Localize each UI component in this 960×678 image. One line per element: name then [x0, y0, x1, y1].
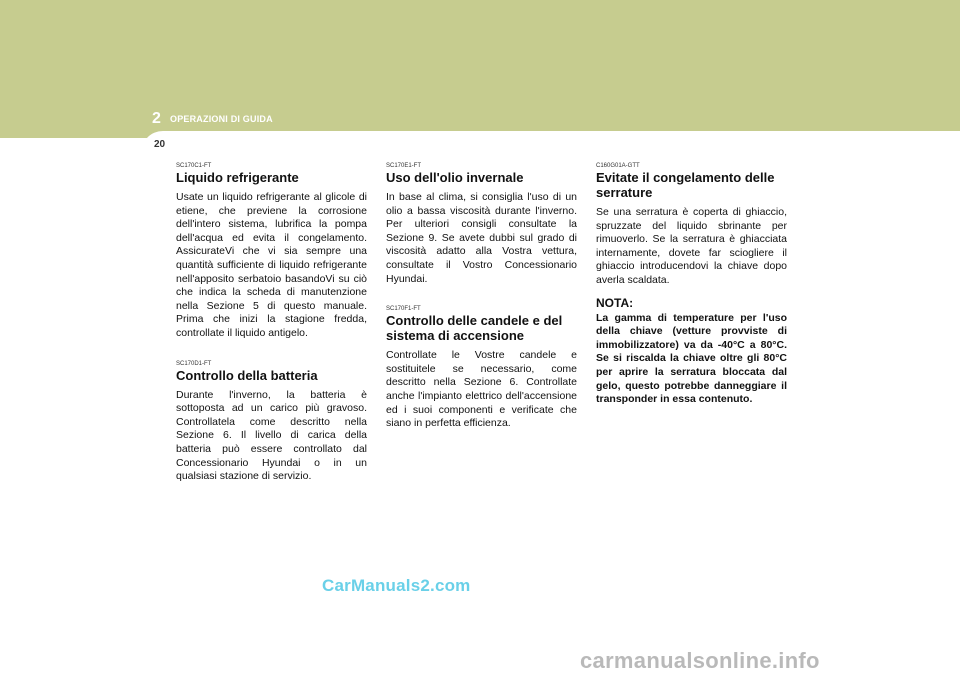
column-left [176, 163, 367, 504]
section-spark-plugs [386, 306, 577, 431]
section-text: Usate un liquido refrigerante al glicole di etiene, che previene la corrosione dell'intero sistema, lubrifica la pompa dell'acqua ed evita il congelamento. AssicurateVi che vi sia sempre una quantità sufficiente di liquido refrigerante nell'apposito serbatoio basandoVi su ciò che indica la scheda di manutenzione nella Sezione 5 di questo manuale. Prima che inizi la stagione fredda, controllate il liquido antigelo. [176, 191, 367, 339]
carmanuals-watermark-link[interactable]: CarManuals2.com [322, 576, 471, 595]
section-code: C160G01A-GTT [596, 163, 640, 169]
chapter-title: OPERAZIONI DI GUIDA [170, 114, 273, 124]
note-block [596, 296, 787, 407]
section-code: SC170C1-FT [176, 163, 212, 169]
column-right [596, 163, 787, 407]
header-band [0, 0, 960, 138]
note-text: La gamma di temperature per l'uso della chiave (vetture provviste di immobilizzatore) va da -40°C a 80°C. Se si riscalda la chiave oltre gli 80°C per aprire la serratura bloccata dal gelo, questo potrebbe danneggiare il transponder in essa contenuto. [596, 311, 787, 406]
section-text: In base al clima, si consiglia l'uso di un olio a bassa viscosità durante l'inverno. Per ulteriori consigli consultate la Sezione 9. Se avete dubbi sul grado di viscosità adatto alla Vostra vettura, consultate il Vostro Concessionario Hyundai. [386, 191, 577, 285]
section-title: Liquido refrigerante [176, 170, 299, 185]
section-code: SC170D1-FT [176, 360, 212, 367]
section-text: Se una serratura è coperta di ghiaccio, spruzzate del liquido sbrinante per rimuoverlo. Se la serratura è ghiacciata internamente, dovete far sciogliere il ghiaccio introducendovi la chiave dopo averla scaldata. [596, 206, 787, 286]
section-title: Controllo della batteria [176, 367, 318, 383]
section-title: Evitate il congelamento delle serrature [596, 170, 775, 200]
column-middle [386, 163, 577, 451]
section-winter-oil [386, 163, 577, 286]
section-text: Controllate le Vostre candele e sostituitele se necessario, come descritto nella Sezione 6. Controllate anche l'impianto elettrico dell'accensione ed i suoi componenti e verificate che siano in perfetta efficienza. [386, 349, 577, 430]
section-title: Uso dell'olio invernale [386, 170, 524, 185]
note-heading: NOTA: [596, 295, 634, 310]
chapter-number: 2 [152, 110, 161, 127]
section-code: SC170E1-FT [386, 163, 422, 169]
page-number: 20 [154, 139, 166, 150]
section-text: Durante l'inverno, la batteria è sottoposta ad un carico più gravoso. Controllatela come descritto nella Sezione 6. Il livello di carica della batteria può essere controllato dal Concessionario Hyundai o in un qualsiasi stazione di servizio. [176, 388, 367, 483]
section-coolant [176, 163, 367, 341]
section-frozen-locks [596, 163, 787, 288]
carmanualsonline-watermark: carmanualsonline.info [580, 648, 820, 673]
section-code: SC170F1-FT [386, 306, 421, 313]
section-title: Controllo delle candele e del sistema di accensione [386, 313, 563, 344]
section-battery [176, 361, 367, 484]
